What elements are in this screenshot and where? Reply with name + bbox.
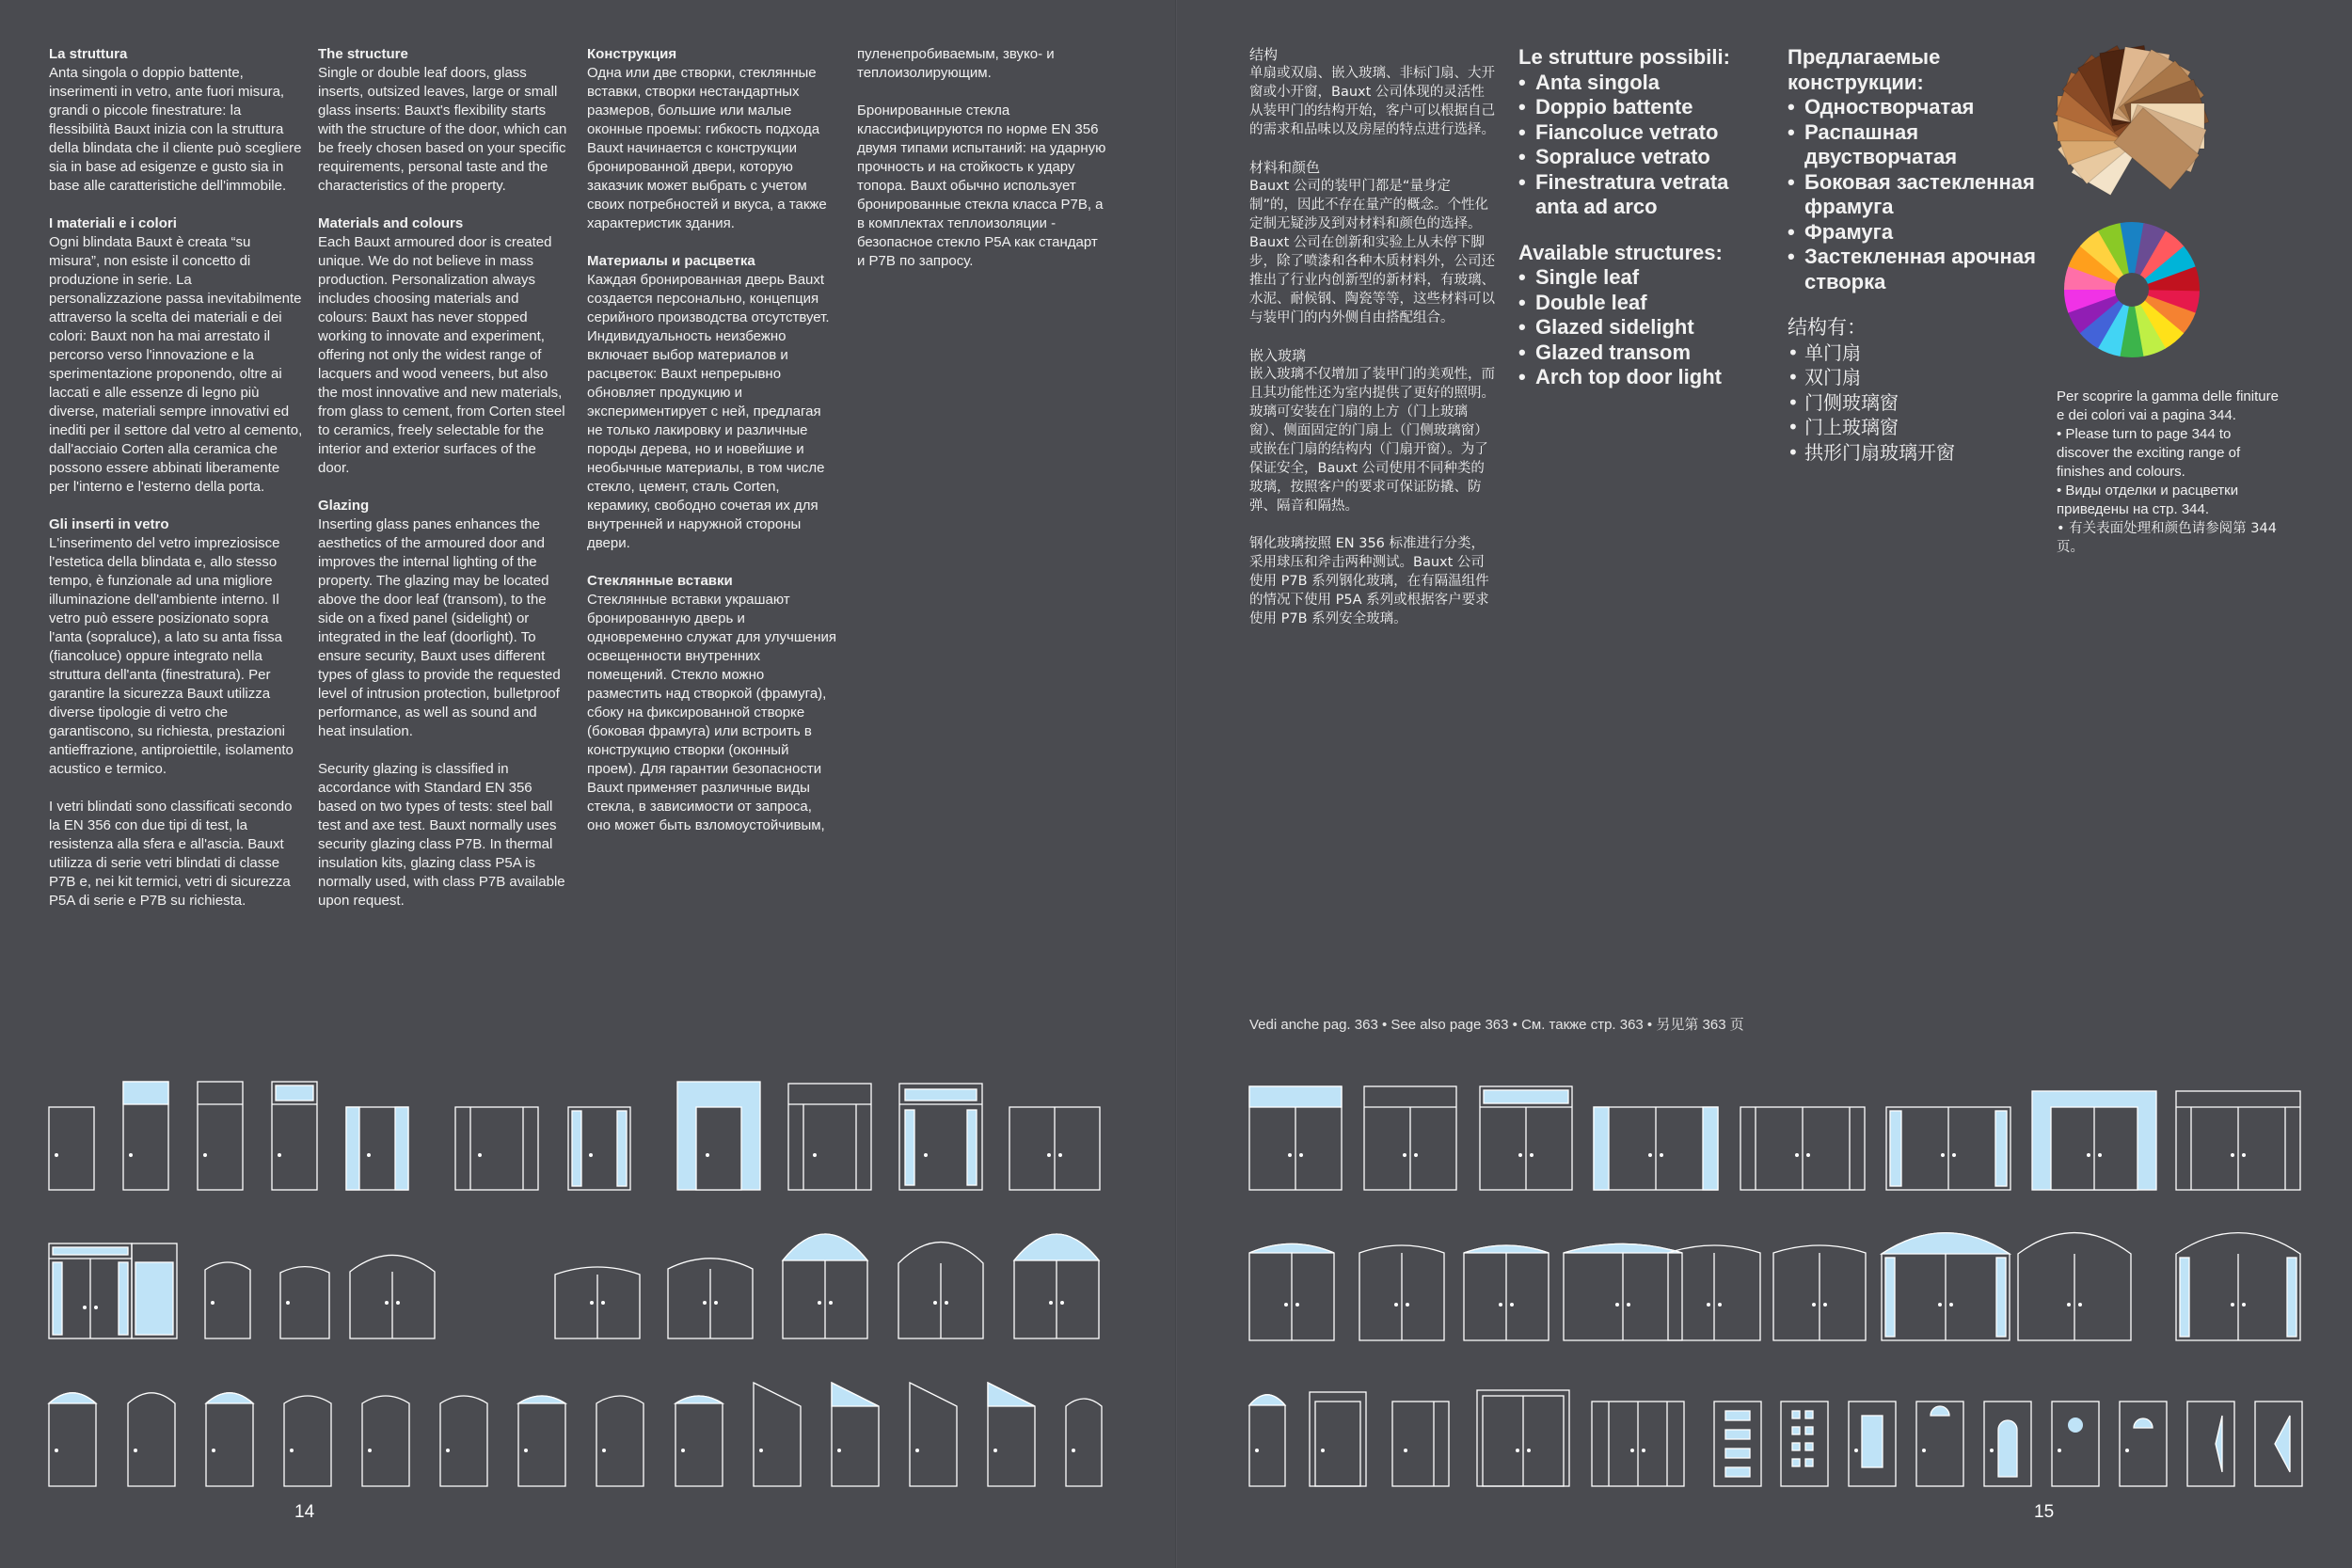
door-handle — [1284, 1303, 1288, 1307]
paragraph: Одна или две створки, стеклянные вставки, створки нестандартных размеров, большие или малые оконные проемы: гибкость подхода Bauxt начинается с конструкции бронированной двери, которую заказчик может выбрать с учетом своих потребностей и вкуса, а также характеристик здания. — [587, 65, 827, 231]
transom-glass — [1249, 1086, 1342, 1107]
door-handle — [129, 1153, 133, 1157]
list-item: • 双门扇 — [1788, 365, 2037, 390]
door-handle — [933, 1301, 937, 1305]
door-handle — [2242, 1153, 2246, 1157]
door-glass-panel — [1792, 1411, 1800, 1418]
side-glass — [135, 1262, 173, 1335]
door-handle — [706, 1153, 709, 1157]
door-handle — [278, 1153, 281, 1157]
side-glass — [1996, 1258, 2006, 1337]
door-outline — [49, 1107, 94, 1190]
door-glass-panel — [2275, 1416, 2290, 1472]
paragraph: 嵌入玻璃不仅增加了装甲门的美观性，而且其功能性还为室内提供了更好的照明。玻璃可安装在门扇的上方（门上玻璃窗）、侧面固定的门扇上（门侧玻璃窗）或嵌在门扇的结构内（门扇开窗）。为了保证安全，Bauxt 公司使用不同种类的玻璃，按照客户的要求可保证防撬、防弹、隔音和隔热。 — [1249, 367, 1495, 514]
side-glass — [905, 1110, 914, 1185]
door-handle — [1530, 1153, 1534, 1157]
list-item: • Finestratura vetrata anta ad arco — [1518, 170, 1772, 220]
door-handle — [1660, 1153, 1663, 1157]
door-glass-panel — [1792, 1427, 1800, 1434]
door-glass-panel — [1725, 1430, 1750, 1439]
door-glass-panel — [1792, 1459, 1800, 1466]
door-handle — [1414, 1153, 1418, 1157]
structures-title-ru: Предлагаемые конструкции: — [1788, 45, 1941, 94]
door-handle — [601, 1301, 605, 1305]
door-handle — [134, 1449, 137, 1452]
angled-door — [910, 1383, 957, 1486]
door-handle — [2078, 1303, 2082, 1307]
heading: Gli inserti in vetro — [49, 516, 169, 532]
list-item: • Double leaf — [1518, 291, 1772, 316]
arched-door — [205, 1262, 250, 1338]
paragraph: Каждая бронированная дверь Bauxt создается персонально, концепция серийного производства отсутствует. Индивидуальность неизбежно включает выбор материалов и расцветок: Bauxt непрерывно обновляет продукцию и экспериментирует с ней, предлагая не только лакировку и различные породы дерева, но и новейшие и необычные материалы, в том числе стекло, цемент, сталь Corten, керамику, свободно сочетая их для внутренней и наружной стороны двери. — [587, 272, 830, 551]
door-handle — [83, 1306, 87, 1309]
door-handle — [1295, 1303, 1299, 1307]
door-outline — [1315, 1402, 1360, 1486]
door-handle — [524, 1449, 528, 1452]
side-glass — [617, 1111, 627, 1186]
transom-glass — [53, 1247, 128, 1255]
page-number-right: 15 — [2034, 1502, 2055, 1522]
side-glass — [2287, 1258, 2296, 1337]
heading: La struttura — [49, 46, 128, 62]
door-handle — [286, 1301, 290, 1305]
side-glass — [572, 1111, 581, 1186]
side-glass — [1885, 1258, 1895, 1337]
arched-door — [1249, 1395, 1285, 1486]
heading: Glazing — [318, 498, 370, 514]
door-handle — [2087, 1153, 2090, 1157]
door-handle — [1707, 1303, 1710, 1307]
arch-glass — [1249, 1395, 1285, 1405]
transom-glass — [905, 1089, 977, 1101]
heading: Materials and colours — [318, 215, 464, 231]
door-handle — [1854, 1449, 1858, 1452]
list-item: • Single leaf — [1518, 265, 1772, 291]
page-number-left: 14 — [294, 1502, 315, 1522]
door-handle — [1404, 1449, 1407, 1452]
door-handle — [1403, 1153, 1406, 1157]
arch-glass — [518, 1396, 565, 1403]
door-handle — [1321, 1449, 1325, 1452]
door-handle — [602, 1449, 606, 1452]
door-handle — [1718, 1303, 1722, 1307]
list-item: • Sopraluce vetrato — [1518, 145, 1772, 170]
door-glass-panel — [1725, 1449, 1750, 1458]
door-glass-panel — [1931, 1406, 1949, 1416]
door-outline — [1392, 1402, 1449, 1486]
angled-glass — [832, 1383, 879, 1406]
arch-glass — [1014, 1234, 1099, 1260]
paragraph: пуленепробиваемым, звуко- и теплоизолирующим. — [857, 46, 1055, 81]
door-outline — [2187, 1402, 2234, 1486]
arched-door — [284, 1396, 331, 1486]
arched-door — [1066, 1399, 1102, 1486]
side-glass — [1594, 1107, 1609, 1190]
list-item: • Glazed transom — [1518, 341, 1772, 366]
arched-door — [49, 1393, 96, 1486]
door-handle — [590, 1301, 594, 1305]
note-english: • Please turn to page 344 to discover the exciting range of finishes and colours. — [2057, 426, 2241, 480]
door-handle — [993, 1449, 997, 1452]
door-handle — [915, 1449, 919, 1452]
door-handle — [1630, 1449, 1634, 1452]
paragraph: Each Bauxt armoured door is created unique. We do not believe in mass production. Personalization always includes choosing materials and colours: Bauxt has never stopped working to innovate and experiment, offering not only the widest range of lacquers and wood veneers, but also the most innovative and new materials, from glass to cement, from Corten steel to ceramics, freely selectable for the interior and exterior surfaces of the door. — [318, 234, 565, 476]
arched-door — [675, 1396, 723, 1486]
side-glass — [2180, 1258, 2189, 1337]
arched-door — [128, 1393, 175, 1486]
side-glass — [119, 1262, 128, 1335]
list-item: • Одностворчатая — [1788, 95, 2037, 120]
door-handle — [368, 1449, 372, 1452]
structures-title-cn: 结构有： — [1788, 316, 1867, 339]
door-handle — [1823, 1303, 1827, 1307]
arched-door — [440, 1396, 487, 1486]
transom-glass — [123, 1082, 168, 1104]
heading: Конструкция — [587, 46, 677, 62]
door-handle — [212, 1449, 215, 1452]
list-item: • 门侧玻璃窗 — [1788, 390, 2037, 416]
heading: 结构 — [1249, 46, 1279, 63]
door-handle — [94, 1306, 98, 1309]
list-item: • Фрамуга — [1788, 220, 2037, 245]
see-also-reference: Vedi anche pag. 363 • See also page 363 • См. также стр. 363 • 另见第 363 页 — [1249, 1017, 1744, 1033]
door-handle — [1060, 1301, 1064, 1305]
list-item: • Anta singola — [1518, 71, 1772, 96]
paragraph: Inserting glass panes enhances the aesthetics of the armoured door and improves the internal lighting of the property. The glazing may be located above the door leaf (transom), to the side on a fixed panel (sidelight) or integrated in the leaf (doorlight). To ensure security, Bauxt uses different types of glass to provide the requested level of intrusion protection, bulletproof performance, as well as sound and heat insulation. — [318, 516, 561, 739]
heading: The structure — [318, 46, 408, 62]
door-handle — [2067, 1303, 2071, 1307]
arched-door — [518, 1396, 565, 1486]
list-item: • Glazed sidelight — [1518, 315, 1772, 341]
door-glass-panel — [1725, 1411, 1750, 1420]
door-handle — [818, 1301, 821, 1305]
door-handle — [1806, 1153, 1810, 1157]
door-glass-panel — [1805, 1427, 1813, 1434]
door-handle — [2242, 1303, 2246, 1307]
door-outline — [696, 1107, 741, 1190]
list-item: • Распашная двустворчатая — [1788, 120, 2037, 170]
door-handle — [829, 1301, 833, 1305]
door-glass-panel — [1805, 1443, 1813, 1450]
arched-door — [596, 1396, 644, 1486]
door-handle — [1990, 1449, 1994, 1452]
door-glass-panel — [2068, 1418, 2083, 1433]
door-handle — [1941, 1153, 1945, 1157]
side-glass — [1995, 1111, 2007, 1186]
paragraph: Single or double leaf doors, glass inserts, outsized leaves, large or small glass inserts: Bauxt's flexibility starts with the structure of the door, which can be freely chosen based on your specific requirements, personal taste and the characteristics of the property. — [318, 65, 567, 194]
door-handle — [1949, 1303, 1953, 1307]
side-glass — [395, 1107, 408, 1190]
door-handle — [1406, 1303, 1409, 1307]
arch-glass — [783, 1234, 867, 1260]
door-handle — [1255, 1449, 1259, 1452]
paragraph: I vetri blindati sono classificati secondo la EN 356 con due tipi di test, la resistenza alla sfera e all'ascia. Bauxt utilizza di serie vetri blindati di classe P7B e, nei kit termici, vetri di sicurezza P5A di serie e P7B su richiesta. — [49, 799, 293, 909]
arch-glass — [1882, 1233, 2010, 1254]
door-handle — [1527, 1449, 1531, 1452]
door-handle — [396, 1301, 400, 1305]
door-outline — [198, 1082, 243, 1190]
door-handle — [945, 1301, 948, 1305]
paragraph: L'inserimento del vetro impreziosisce l'estetica della blindata e, allo stesso tempo, è funzionale ad una migliore illuminazione dell'ambiente interno. Il vetro può essere posizionato sopra l'anta (sopraluce), a lato su anta fissa (fiancoluce) oppure integrato nella struttura dell'anta (finestratura). Per garantire la sicurezza Bauxt utilizza diverse tipologie di vetro che garantiscono, su richiesta, prestazioni antieffrazione, antiproiettile, isolamento acustico e termico. — [49, 535, 294, 777]
door-handle — [1922, 1449, 1926, 1452]
door-handle — [924, 1153, 928, 1157]
door-outline — [2120, 1402, 2167, 1486]
door-handle — [1394, 1303, 1398, 1307]
side-glass — [967, 1110, 977, 1185]
door-handle — [589, 1153, 593, 1157]
door-handle — [55, 1449, 58, 1452]
door-glass-panel — [1805, 1411, 1813, 1418]
door-handle — [714, 1301, 718, 1305]
note-chinese: • 有关表面处理和颜色请参阅第 344 页。 — [2057, 521, 2277, 555]
arch-glass — [49, 1393, 96, 1403]
list-item: • Fiancoluce vetrato — [1518, 120, 1772, 146]
door-handle — [203, 1153, 207, 1157]
paragraph: Ogni blindata Bauxt è creata “su misura”, non esiste il concetto di produzione in serie. La personalizzazione passa inevitabilmente attraverso la scelta dei materiali e dei colori: Bauxt non ha mai arrestato il percorso verso l'innovazione e la sperimentazione proponendo, oltre ai laccati e alle essenze di legno più diverse, materiali sempre innovativi ed inediti per il settore dal vetro al cemento, dall'acciaio Corten alla ceramica che possono essere abbinati liberamente per l'interno e l'esterno della porta. — [49, 234, 303, 495]
door-handle — [1518, 1153, 1522, 1157]
door-handle — [478, 1153, 482, 1157]
heading: Материалы и расцветка — [587, 253, 755, 269]
door-handle — [1642, 1449, 1645, 1452]
paragraph: Anta singola o doppio battente, inserimenti in vetro, ante fuori misura, grandi o piccole finestrature: la flessibilità Bauxt inizia con la struttura della blindata che il cliente può scegliere sia in base ad esigenze e gusto sia in base alle caratteristiche dell'immobile. — [49, 65, 302, 194]
structures-title-it: Le strutture possibili: — [1518, 45, 1730, 69]
heading: Стеклянные вставки — [587, 573, 733, 589]
note-russian: • Виды отделки и расцветки приведены на стр. 344. — [2057, 483, 2239, 517]
paragraph: Security glazing is classified in accordance with Standard EN 356 based on two types of tests: steel ball test and axe test. Bauxt normally uses security glazing class P7B. In thermal insulation kits, glazing class P5A is normally used, with class P7B available upon request. — [318, 761, 565, 909]
door-outline — [2052, 1402, 2099, 1486]
door-handle — [1627, 1303, 1630, 1307]
list-item: • 单门扇 — [1788, 341, 2037, 366]
door-glass-panel — [1862, 1416, 1883, 1467]
door-handle — [1510, 1303, 1514, 1307]
door-handle — [1952, 1153, 1956, 1157]
heading: 材料和颜色 — [1249, 159, 1321, 176]
door-handle — [1648, 1153, 1652, 1157]
door-outline — [1310, 1392, 1366, 1486]
door-handle — [2098, 1153, 2102, 1157]
angled-glass — [988, 1383, 1035, 1406]
door-handle — [1049, 1301, 1053, 1305]
list-item: • Arch top door light — [1518, 365, 1772, 390]
door-handle — [290, 1449, 294, 1452]
heading: I materiali e i colori — [49, 215, 177, 231]
door-handle — [446, 1449, 450, 1452]
side-glass — [1890, 1111, 1901, 1186]
door-handle — [1615, 1303, 1619, 1307]
door-handle — [813, 1153, 817, 1157]
door-glass-panel — [1792, 1443, 1800, 1450]
side-glass — [346, 1107, 359, 1190]
list-item: • 门上玻璃窗 — [1788, 415, 2037, 440]
door-handle — [681, 1449, 685, 1452]
door-handle — [55, 1153, 58, 1157]
door-handle — [1058, 1153, 1062, 1157]
side-glass — [53, 1262, 62, 1335]
door-handle — [2125, 1449, 2129, 1452]
door-glass-panel — [2134, 1418, 2153, 1428]
door-handle — [1072, 1449, 1075, 1452]
door-handle — [1516, 1449, 1519, 1452]
arched-door — [362, 1396, 409, 1486]
list-item: • Застекленная арочная створка — [1788, 245, 2037, 294]
door-handle — [837, 1449, 841, 1452]
door-handle — [2231, 1303, 2234, 1307]
paragraph: Бронированные стекла классифицируются по норме EN 356 двумя типами испытаний: на ударную прочность и на стойкость к удару топора. Bauxt обычно использует бронированные стекла класса P7B, а в комплектах теплоизоляции - безопасное стекло P5A как стандарт и P7B по запросу. — [857, 103, 1106, 269]
door-glass-panel — [1725, 1467, 1750, 1477]
arch-glass — [675, 1396, 723, 1403]
paragraph: Стеклянные вставки украшают бронированную дверь и одновременно служат для улучшения освещенности внутренних помещений. Стекло можно разместить над створкой (фрамуга), сбоку на фиксированной створке (боковая фрамуга) или встроить в конструкцию створки (оконный проем). Для гарантии безопасности Bauxt применяет различные виды стекла, в зависимости от запроса, оно может быть взломоустойчивым, — [587, 592, 836, 833]
note-italian: Per scoprire la gamma delle finiture e dei colori vai a pagina 344. — [2057, 388, 2279, 423]
list-item: • Боковая застекленная фрамуга — [1788, 170, 2037, 220]
door-handle — [1499, 1303, 1502, 1307]
arch-glass — [1564, 1243, 1682, 1253]
structures-title-en: Available structures: — [1518, 240, 1723, 264]
arched-door — [206, 1393, 253, 1486]
door-handle — [1288, 1153, 1292, 1157]
door-handle — [703, 1301, 707, 1305]
paragraph: 钢化玻璃按照 EN 356 标准进行分类，采用球压和斧击两种测试。Bauxt 公司使用 P7B 系列钢化玻璃，在有隔温组件的情况下使用 P5A 系列或根据客户要求使用 P7B 系列安全玻璃。 — [1249, 536, 1489, 626]
side-glass — [1703, 1107, 1718, 1190]
door-handle — [1938, 1303, 1942, 1307]
door-outline — [455, 1107, 538, 1190]
door-outline — [788, 1084, 871, 1190]
door-handle — [367, 1153, 371, 1157]
door-handle — [2231, 1153, 2234, 1157]
transom-glass — [1484, 1090, 1568, 1103]
arch-glass — [1249, 1243, 1334, 1253]
paragraph: Bauxt 公司的装甲门都是“量身定制”的，因此不存在量产的概念。个性化定制无疑涉及到对材料和颜色的选择。Bauxt 公司在创新和实验上从未停下脚步，除了喷漆和各种木质材料外，公司还推出了行业内创新型的新材料，有玻璃、水泥、耐候钢、陶瓷等等，这些材料可以与装甲门的内外侧自由搭配组合。 — [1249, 179, 1495, 325]
door-glass-panel — [2216, 1416, 2222, 1472]
list-item: • 拱形门扇玻璃开窗 — [1788, 440, 2037, 466]
arch-glass — [206, 1393, 253, 1403]
door-handle — [211, 1301, 215, 1305]
angled-door — [754, 1383, 801, 1486]
door-handle — [1795, 1153, 1799, 1157]
list-item: • Doppio battente — [1518, 95, 1772, 120]
door-glass-panel — [1805, 1459, 1813, 1466]
paragraph: 单扇或双扇、嵌入玻璃、非标门扇、大开窗或小开窗，Bauxt 公司体现的灵活性从装甲门的结构开始，客户可以根据自己的需求和品味以及房屋的特点进行选择。 — [1249, 66, 1495, 137]
door-handle — [1047, 1153, 1051, 1157]
door-outline — [1781, 1402, 1828, 1486]
heading: 嵌入玻璃 — [1249, 347, 1307, 364]
door-handle — [2058, 1449, 2061, 1452]
door-handle — [759, 1449, 763, 1452]
door-handle — [1299, 1153, 1303, 1157]
door-handle — [385, 1301, 389, 1305]
door-handle — [1812, 1303, 1816, 1307]
door-glass-panel — [1998, 1420, 2017, 1477]
arch-glass — [1464, 1245, 1549, 1253]
transom-glass — [276, 1085, 313, 1101]
